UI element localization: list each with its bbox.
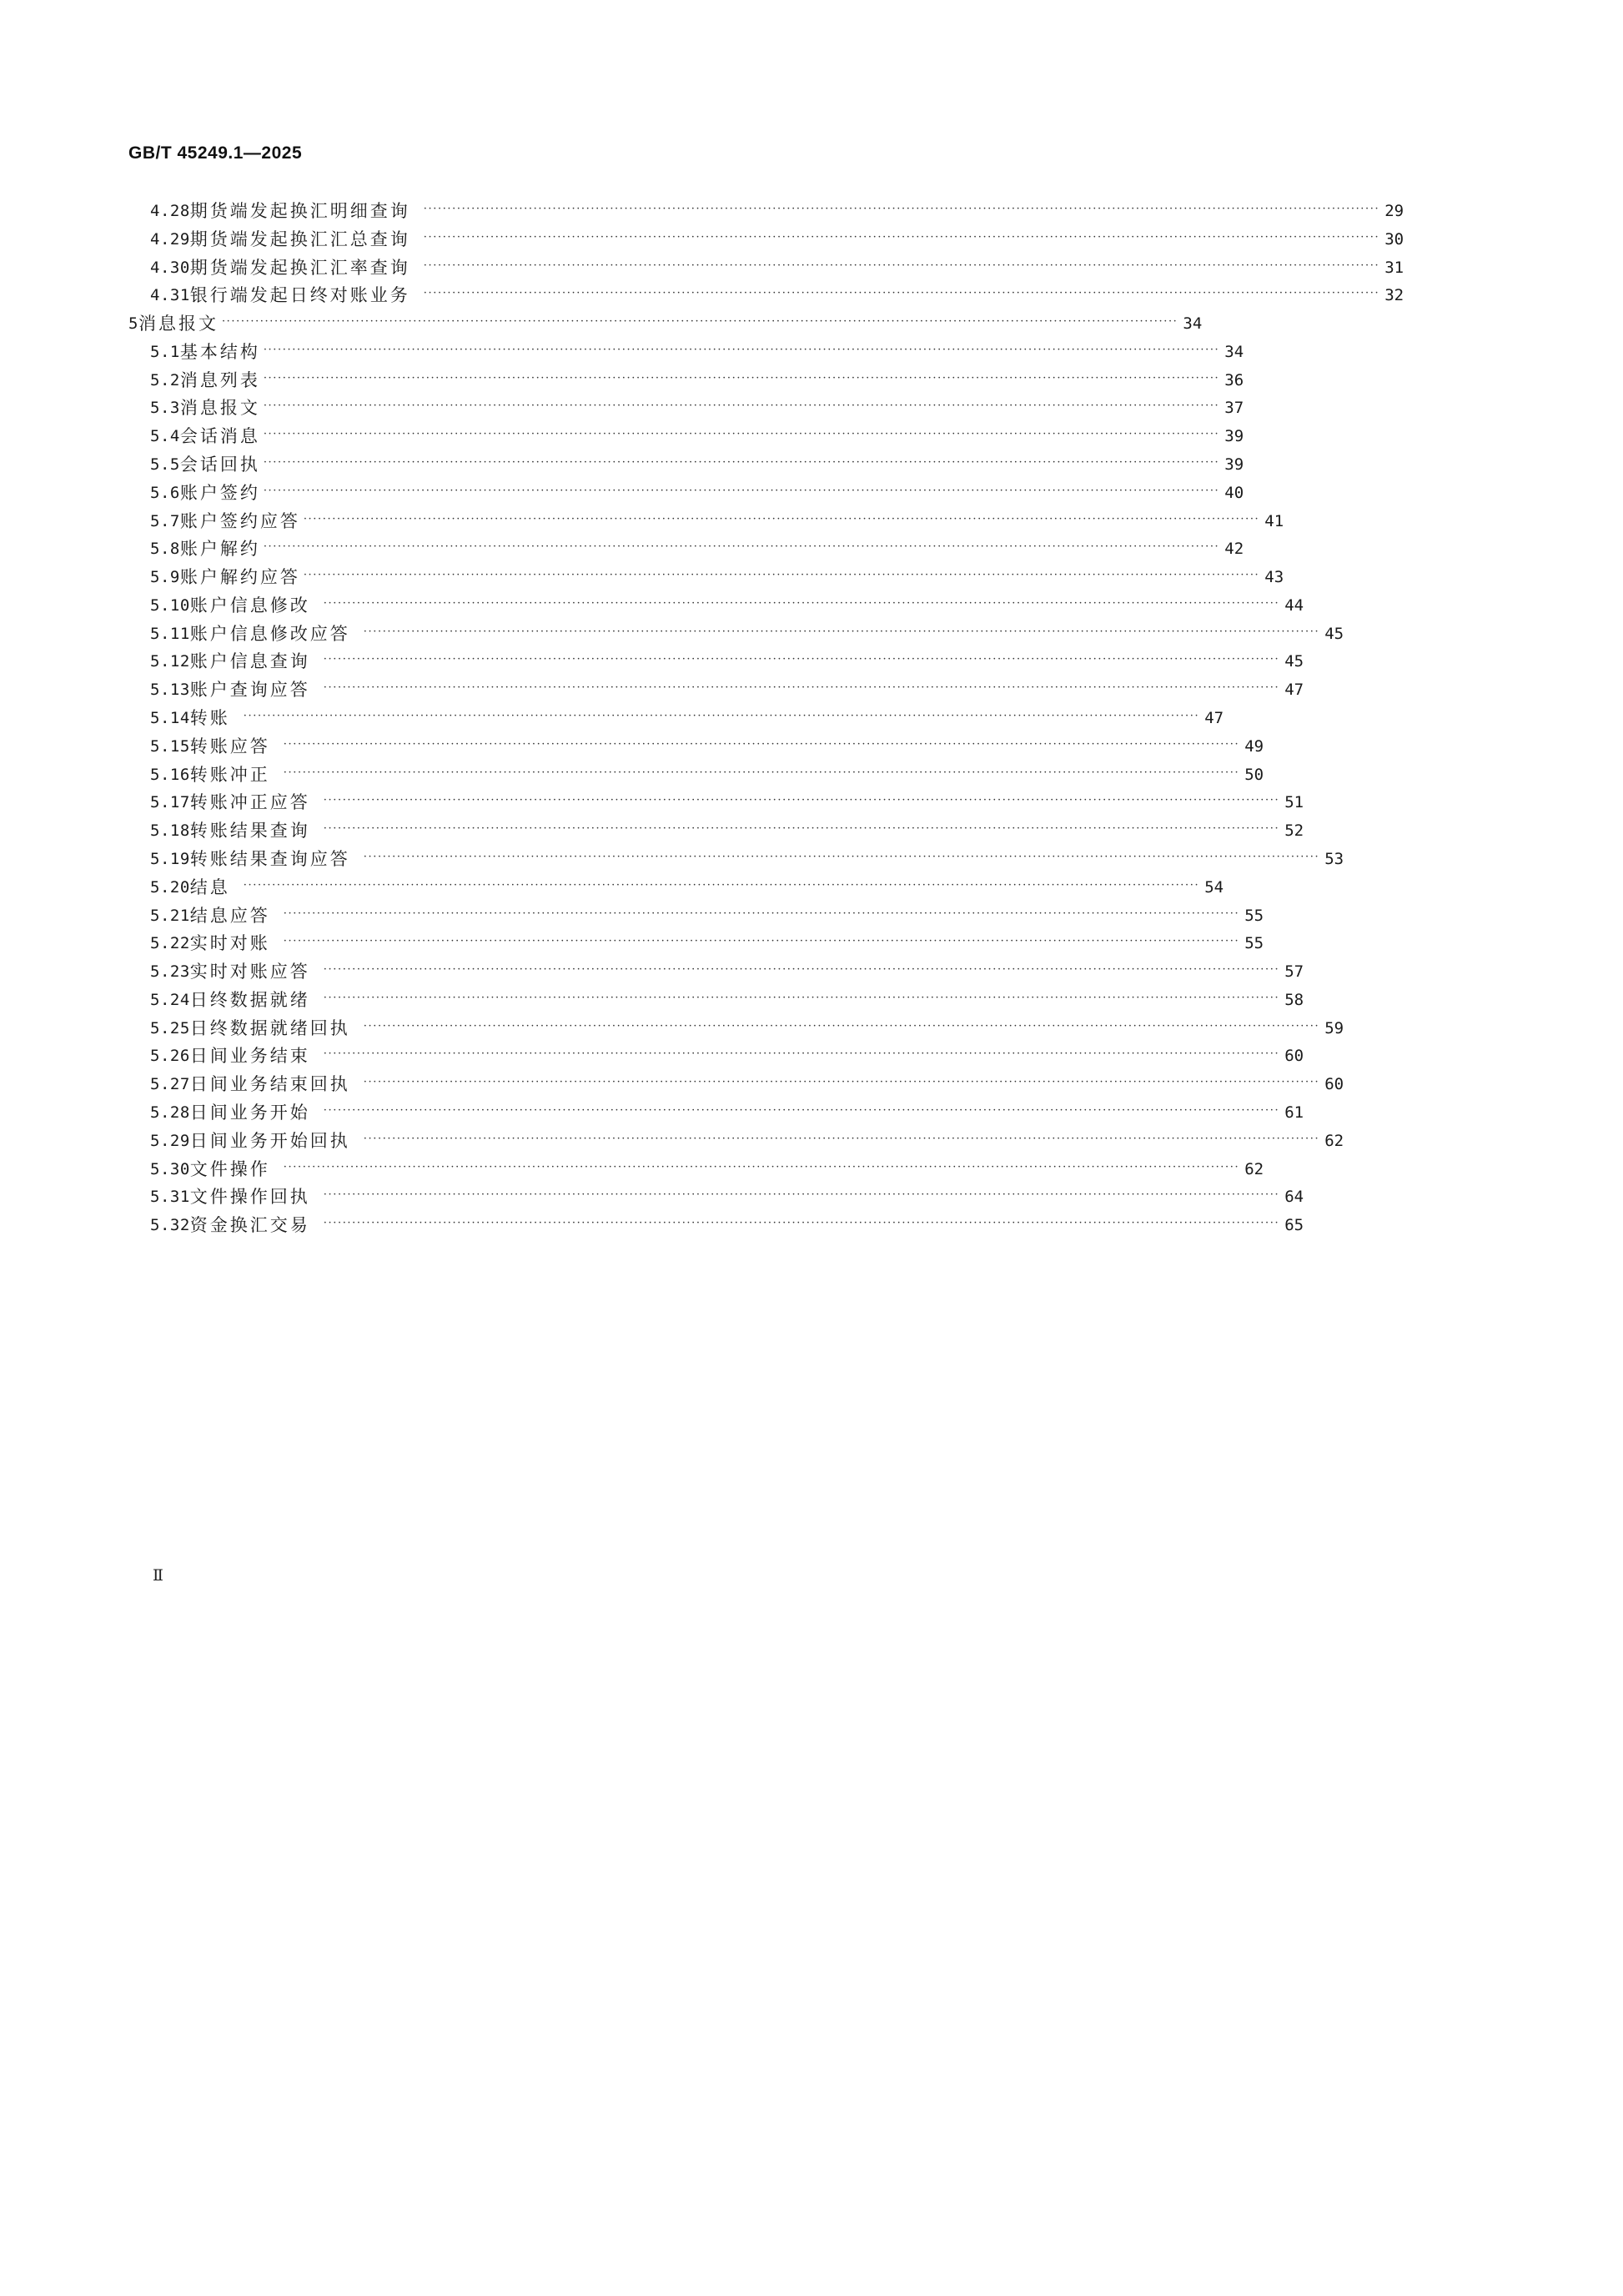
toc-entry-number: 5.5 bbox=[150, 455, 180, 474]
toc-entry[interactable] bbox=[150, 959, 1304, 984]
toc-entry[interactable] bbox=[150, 395, 1244, 420]
toc-entry-number: 5.30 bbox=[150, 1160, 190, 1178]
toc-dot-leader: ········································································································································································································ bbox=[363, 1076, 1320, 1088]
toc-entry[interactable] bbox=[150, 593, 1304, 618]
toc-entry[interactable] bbox=[150, 424, 1244, 449]
toc-entry-page: 62 bbox=[1324, 1132, 1344, 1150]
toc-dot-leader: ········································································································································································································ bbox=[323, 1217, 1280, 1229]
toc-entry-number: 5.1 bbox=[150, 343, 180, 361]
document-code: GB/T 45249.1—2025 bbox=[128, 143, 303, 163]
toc-entry[interactable] bbox=[150, 987, 1304, 1012]
toc-entry-number: 5 bbox=[128, 314, 138, 333]
toc-dot-leader: ········································································································································································································ bbox=[363, 625, 1320, 638]
toc-entry-title: 日间业务开始回执 bbox=[189, 1131, 350, 1151]
toc-dot-leader: ········································································································································································································ bbox=[323, 653, 1280, 666]
toc-entry[interactable] bbox=[150, 818, 1304, 843]
toc-dot-leader: ········································································································································································································ bbox=[283, 1161, 1240, 1173]
toc-entry-title: 消息列表 bbox=[179, 370, 260, 390]
toc-entry-title: 转账结果查询应答 bbox=[189, 849, 350, 869]
toc-entry-title: 日终数据就绪回执 bbox=[189, 1018, 350, 1038]
toc-entry-number: 5.9 bbox=[150, 568, 180, 586]
toc-entry-page: 65 bbox=[1284, 1216, 1304, 1234]
toc-entry-title: 会话回执 bbox=[179, 455, 260, 475]
toc-entry-title: 消息报文 bbox=[179, 398, 260, 418]
toc-entry-page: 57 bbox=[1284, 962, 1304, 981]
toc-entry[interactable] bbox=[150, 480, 1244, 505]
toc-entry-page: 59 bbox=[1324, 1019, 1344, 1037]
toc-entry-page: 52 bbox=[1284, 821, 1304, 840]
toc-dot-leader: ········································································································································································································ bbox=[323, 1104, 1280, 1117]
toc-entry[interactable] bbox=[150, 1157, 1264, 1182]
toc-dot-leader: ········································································································································································································ bbox=[323, 597, 1280, 610]
toc-dot-leader: ········································································································································································································ bbox=[423, 231, 1380, 244]
toc-entry[interactable] bbox=[150, 339, 1244, 364]
toc-entry-page: 34 bbox=[1183, 314, 1203, 333]
toc-entry-number: 5.4 bbox=[150, 427, 180, 445]
toc-entry[interactable] bbox=[150, 368, 1244, 393]
toc-dot-leader: ········································································································································································································ bbox=[263, 485, 1220, 497]
toc-dot-leader: ········································································································································································································ bbox=[323, 992, 1280, 1004]
toc-entry[interactable] bbox=[150, 706, 1224, 731]
toc-entry[interactable] bbox=[150, 762, 1264, 787]
toc-entry-title: 银行端发起日终对账业务 bbox=[189, 285, 410, 305]
page-number: Ⅱ bbox=[153, 1566, 163, 1585]
toc-entry-title: 账户签约 bbox=[179, 483, 260, 503]
toc-dot-leader: ········································································································································································································ bbox=[323, 1188, 1280, 1201]
toc-entry-number: 5.3 bbox=[150, 399, 180, 417]
toc-dot-leader: ········································································································································································································ bbox=[283, 766, 1240, 779]
toc-dot-leader: ········································································································································································································ bbox=[323, 681, 1280, 694]
toc-entry-page: 47 bbox=[1284, 681, 1304, 699]
toc-entry-page: 44 bbox=[1284, 596, 1304, 615]
toc-dot-leader: ········································································································································································································ bbox=[283, 935, 1240, 947]
toc-dot-leader: ········································································································································································································ bbox=[283, 738, 1240, 751]
toc-entry-number: 5.23 bbox=[150, 962, 190, 981]
toc-entry-page: 40 bbox=[1224, 484, 1244, 502]
toc-entry-number: 4.30 bbox=[150, 259, 190, 277]
toc-entry-title: 期货端发起换汇明细查询 bbox=[189, 201, 410, 221]
toc-entry-title: 会话消息 bbox=[179, 426, 260, 446]
toc-entry-number: 4.31 bbox=[150, 286, 190, 304]
toc-dot-leader: ········································································································································································································ bbox=[263, 344, 1220, 356]
toc-entry[interactable] bbox=[150, 1128, 1344, 1153]
toc-entry-page: 55 bbox=[1244, 907, 1264, 925]
toc-entry-page: 39 bbox=[1224, 455, 1244, 474]
toc-entry-page: 51 bbox=[1284, 793, 1304, 811]
toc-entry[interactable] bbox=[150, 1213, 1304, 1238]
toc-entry-title: 转账应答 bbox=[189, 736, 270, 756]
toc-entry[interactable] bbox=[150, 790, 1304, 815]
toc-dot-leader: ········································································································································································································ bbox=[263, 399, 1220, 412]
toc-entry-number: 5.17 bbox=[150, 793, 190, 811]
toc-entry-title: 结息 bbox=[189, 877, 230, 897]
toc-entry-page: 39 bbox=[1224, 427, 1244, 445]
toc-entry-number: 5.25 bbox=[150, 1019, 190, 1037]
toc-entry[interactable] bbox=[150, 283, 1404, 308]
toc-entry[interactable] bbox=[150, 677, 1304, 702]
toc-entry[interactable] bbox=[150, 198, 1404, 224]
toc-entry-page: 43 bbox=[1264, 568, 1284, 586]
toc-entry-title: 期货端发起换汇汇总查询 bbox=[189, 229, 410, 249]
toc-entry-page: 47 bbox=[1204, 709, 1224, 727]
toc-entry[interactable] bbox=[150, 509, 1284, 534]
toc-entry-title: 消息报文 bbox=[138, 314, 219, 334]
toc-dot-leader: ········································································································································································································ bbox=[423, 287, 1380, 299]
toc-entry-page: 53 bbox=[1324, 850, 1344, 868]
toc-entry-number: 5.10 bbox=[150, 596, 190, 615]
toc-entry-number: 5.12 bbox=[150, 652, 190, 671]
toc-entry[interactable] bbox=[150, 1072, 1344, 1097]
toc-entry[interactable] bbox=[150, 255, 1404, 280]
toc-dot-leader: ········································································································································································································ bbox=[423, 259, 1380, 272]
toc-entry[interactable] bbox=[150, 1100, 1304, 1125]
toc-dot-leader: ········································································································································································································ bbox=[303, 513, 1260, 525]
toc-dot-leader: ········································································································································································································ bbox=[221, 315, 1178, 328]
toc-entry-page: 58 bbox=[1284, 991, 1304, 1009]
toc-entry-title: 文件操作回执 bbox=[189, 1187, 310, 1207]
toc-entry-title: 文件操作 bbox=[189, 1159, 270, 1179]
toc-entry-number: 5.26 bbox=[150, 1047, 190, 1065]
toc-dot-leader: ········································································································································································································ bbox=[363, 1133, 1320, 1145]
toc-entry-title: 账户信息修改应答 bbox=[189, 624, 350, 644]
toc-entry-number: 5.27 bbox=[150, 1075, 190, 1093]
toc-entry-page: 41 bbox=[1264, 512, 1284, 530]
toc-entry-title: 日间业务结束回执 bbox=[189, 1074, 350, 1094]
toc-entry-page: 31 bbox=[1384, 259, 1404, 277]
toc-entry-number: 5.28 bbox=[150, 1103, 190, 1122]
toc-dot-leader: ········································································································································································································ bbox=[363, 1020, 1320, 1032]
toc-entry-page: 55 bbox=[1244, 934, 1264, 952]
toc-entry-page: 50 bbox=[1244, 766, 1264, 784]
toc-entry-number: 5.8 bbox=[150, 540, 180, 558]
toc-entry-number: 5.18 bbox=[150, 821, 190, 840]
toc-entry-title: 结息应答 bbox=[189, 906, 270, 926]
toc-entry-page: 62 bbox=[1244, 1160, 1264, 1178]
toc-entry-page: 61 bbox=[1284, 1103, 1304, 1122]
toc-dot-leader: ········································································································································································································ bbox=[323, 822, 1280, 835]
toc-entry-title: 转账冲正 bbox=[189, 765, 270, 785]
toc-dot-leader: ········································································································································································································ bbox=[323, 963, 1280, 976]
toc-entry-number: 5.13 bbox=[150, 681, 190, 699]
toc-dot-leader: ········································································································································································································ bbox=[323, 1048, 1280, 1060]
toc-entry[interactable] bbox=[150, 1016, 1344, 1041]
toc-entry-title: 日间业务结束 bbox=[189, 1046, 310, 1066]
toc-entry-title: 转账 bbox=[189, 708, 230, 728]
toc-dot-leader: ········································································································································································································ bbox=[363, 851, 1320, 863]
toc-entry[interactable] bbox=[150, 1043, 1304, 1068]
toc-entry-page: 49 bbox=[1244, 737, 1264, 756]
toc-entry-page: 60 bbox=[1284, 1047, 1304, 1065]
toc-entry-number: 5.15 bbox=[150, 737, 190, 756]
toc-entry-number: 5.21 bbox=[150, 907, 190, 925]
toc-entry-number: 5.32 bbox=[150, 1216, 190, 1234]
toc-dot-leader: ········································································································································································································ bbox=[423, 203, 1380, 215]
toc-entry-number: 5.20 bbox=[150, 878, 190, 897]
toc-entry-title: 实时对账 bbox=[189, 933, 270, 953]
toc-entry-title: 实时对账应答 bbox=[189, 962, 310, 982]
toc-entry[interactable] bbox=[150, 565, 1284, 590]
toc-entry-number: 5.2 bbox=[150, 371, 180, 389]
toc-dot-leader: ········································································································································································································ bbox=[243, 710, 1200, 722]
toc-entry-number: 5.6 bbox=[150, 484, 180, 502]
toc-entry-title: 转账冲正应答 bbox=[189, 792, 310, 812]
toc-entry-number: 5.16 bbox=[150, 766, 190, 784]
toc-entry-page: 45 bbox=[1324, 625, 1344, 643]
toc-entry-title: 资金换汇交易 bbox=[189, 1215, 310, 1235]
toc-entry[interactable] bbox=[150, 847, 1344, 872]
toc-entry-number: 4.29 bbox=[150, 230, 190, 249]
toc-entry-number: 5.19 bbox=[150, 850, 190, 868]
toc-entry-number: 5.22 bbox=[150, 934, 190, 952]
toc-entry[interactable] bbox=[150, 621, 1344, 646]
toc-entry-page: 34 bbox=[1224, 343, 1244, 361]
toc-entry-title: 账户签约应答 bbox=[179, 511, 300, 531]
toc-entry-number: 5.29 bbox=[150, 1132, 190, 1150]
toc-entry[interactable] bbox=[150, 875, 1224, 900]
toc-entry-number: 4.28 bbox=[150, 202, 190, 220]
toc-entry-page: 42 bbox=[1224, 540, 1244, 558]
toc-entry-page: 60 bbox=[1324, 1075, 1344, 1093]
toc-entry[interactable] bbox=[150, 536, 1244, 561]
toc-entry-title: 期货端发起换汇汇率查询 bbox=[189, 258, 410, 278]
toc-entry[interactable] bbox=[150, 452, 1244, 477]
toc-entry[interactable] bbox=[150, 649, 1304, 674]
toc-dot-leader: ········································································································································································································ bbox=[263, 372, 1220, 384]
toc-entry-number: 5.14 bbox=[150, 709, 190, 727]
toc-dot-leader: ········································································································································································································ bbox=[263, 540, 1220, 553]
toc-entry-page: 30 bbox=[1384, 230, 1404, 249]
toc-entry-page: 29 bbox=[1384, 202, 1404, 220]
toc-entry-title: 账户解约应答 bbox=[179, 567, 300, 587]
toc-dot-leader: ········································································································································································································ bbox=[303, 569, 1260, 581]
toc-entry-number: 5.31 bbox=[150, 1188, 190, 1206]
toc-entry[interactable] bbox=[150, 931, 1264, 956]
toc-entry[interactable] bbox=[150, 227, 1404, 252]
toc-entry-page: 54 bbox=[1204, 878, 1224, 897]
toc-entry-title: 日终数据就绪 bbox=[189, 990, 310, 1010]
toc-entry-number: 5.11 bbox=[150, 625, 190, 643]
toc-entry[interactable] bbox=[150, 903, 1264, 928]
toc-entry-number: 5.7 bbox=[150, 512, 180, 530]
toc-entry-title: 账户解约 bbox=[179, 539, 260, 559]
toc-entry-number: 5.24 bbox=[150, 991, 190, 1009]
toc-dot-leader: ········································································································································································································ bbox=[263, 428, 1220, 440]
toc-entry[interactable] bbox=[150, 1184, 1304, 1209]
toc-entry[interactable] bbox=[128, 311, 1203, 336]
toc-entry-page: 37 bbox=[1224, 399, 1244, 417]
toc-entry-page: 36 bbox=[1224, 371, 1244, 389]
toc-dot-leader: ········································································································································································································ bbox=[283, 907, 1240, 920]
toc-entry-title: 账户查询应答 bbox=[189, 680, 310, 700]
toc-entry-page: 64 bbox=[1284, 1188, 1304, 1206]
toc-entry-page: 45 bbox=[1284, 652, 1304, 671]
toc-dot-leader: ········································································································································································································ bbox=[263, 456, 1220, 469]
toc-dot-leader: ········································································································································································································ bbox=[323, 794, 1280, 806]
toc-entry-title: 基本结构 bbox=[179, 342, 260, 362]
toc-entry-title: 账户信息查询 bbox=[189, 651, 310, 671]
toc-dot-leader: ········································································································································································································ bbox=[243, 879, 1200, 892]
toc-entry-page: 32 bbox=[1384, 286, 1404, 304]
toc-entry[interactable] bbox=[150, 734, 1264, 759]
toc-entry-title: 日间业务开始 bbox=[189, 1103, 310, 1123]
toc-entry-title: 账户信息修改 bbox=[189, 595, 310, 615]
toc-entry-title: 转账结果查询 bbox=[189, 821, 310, 841]
